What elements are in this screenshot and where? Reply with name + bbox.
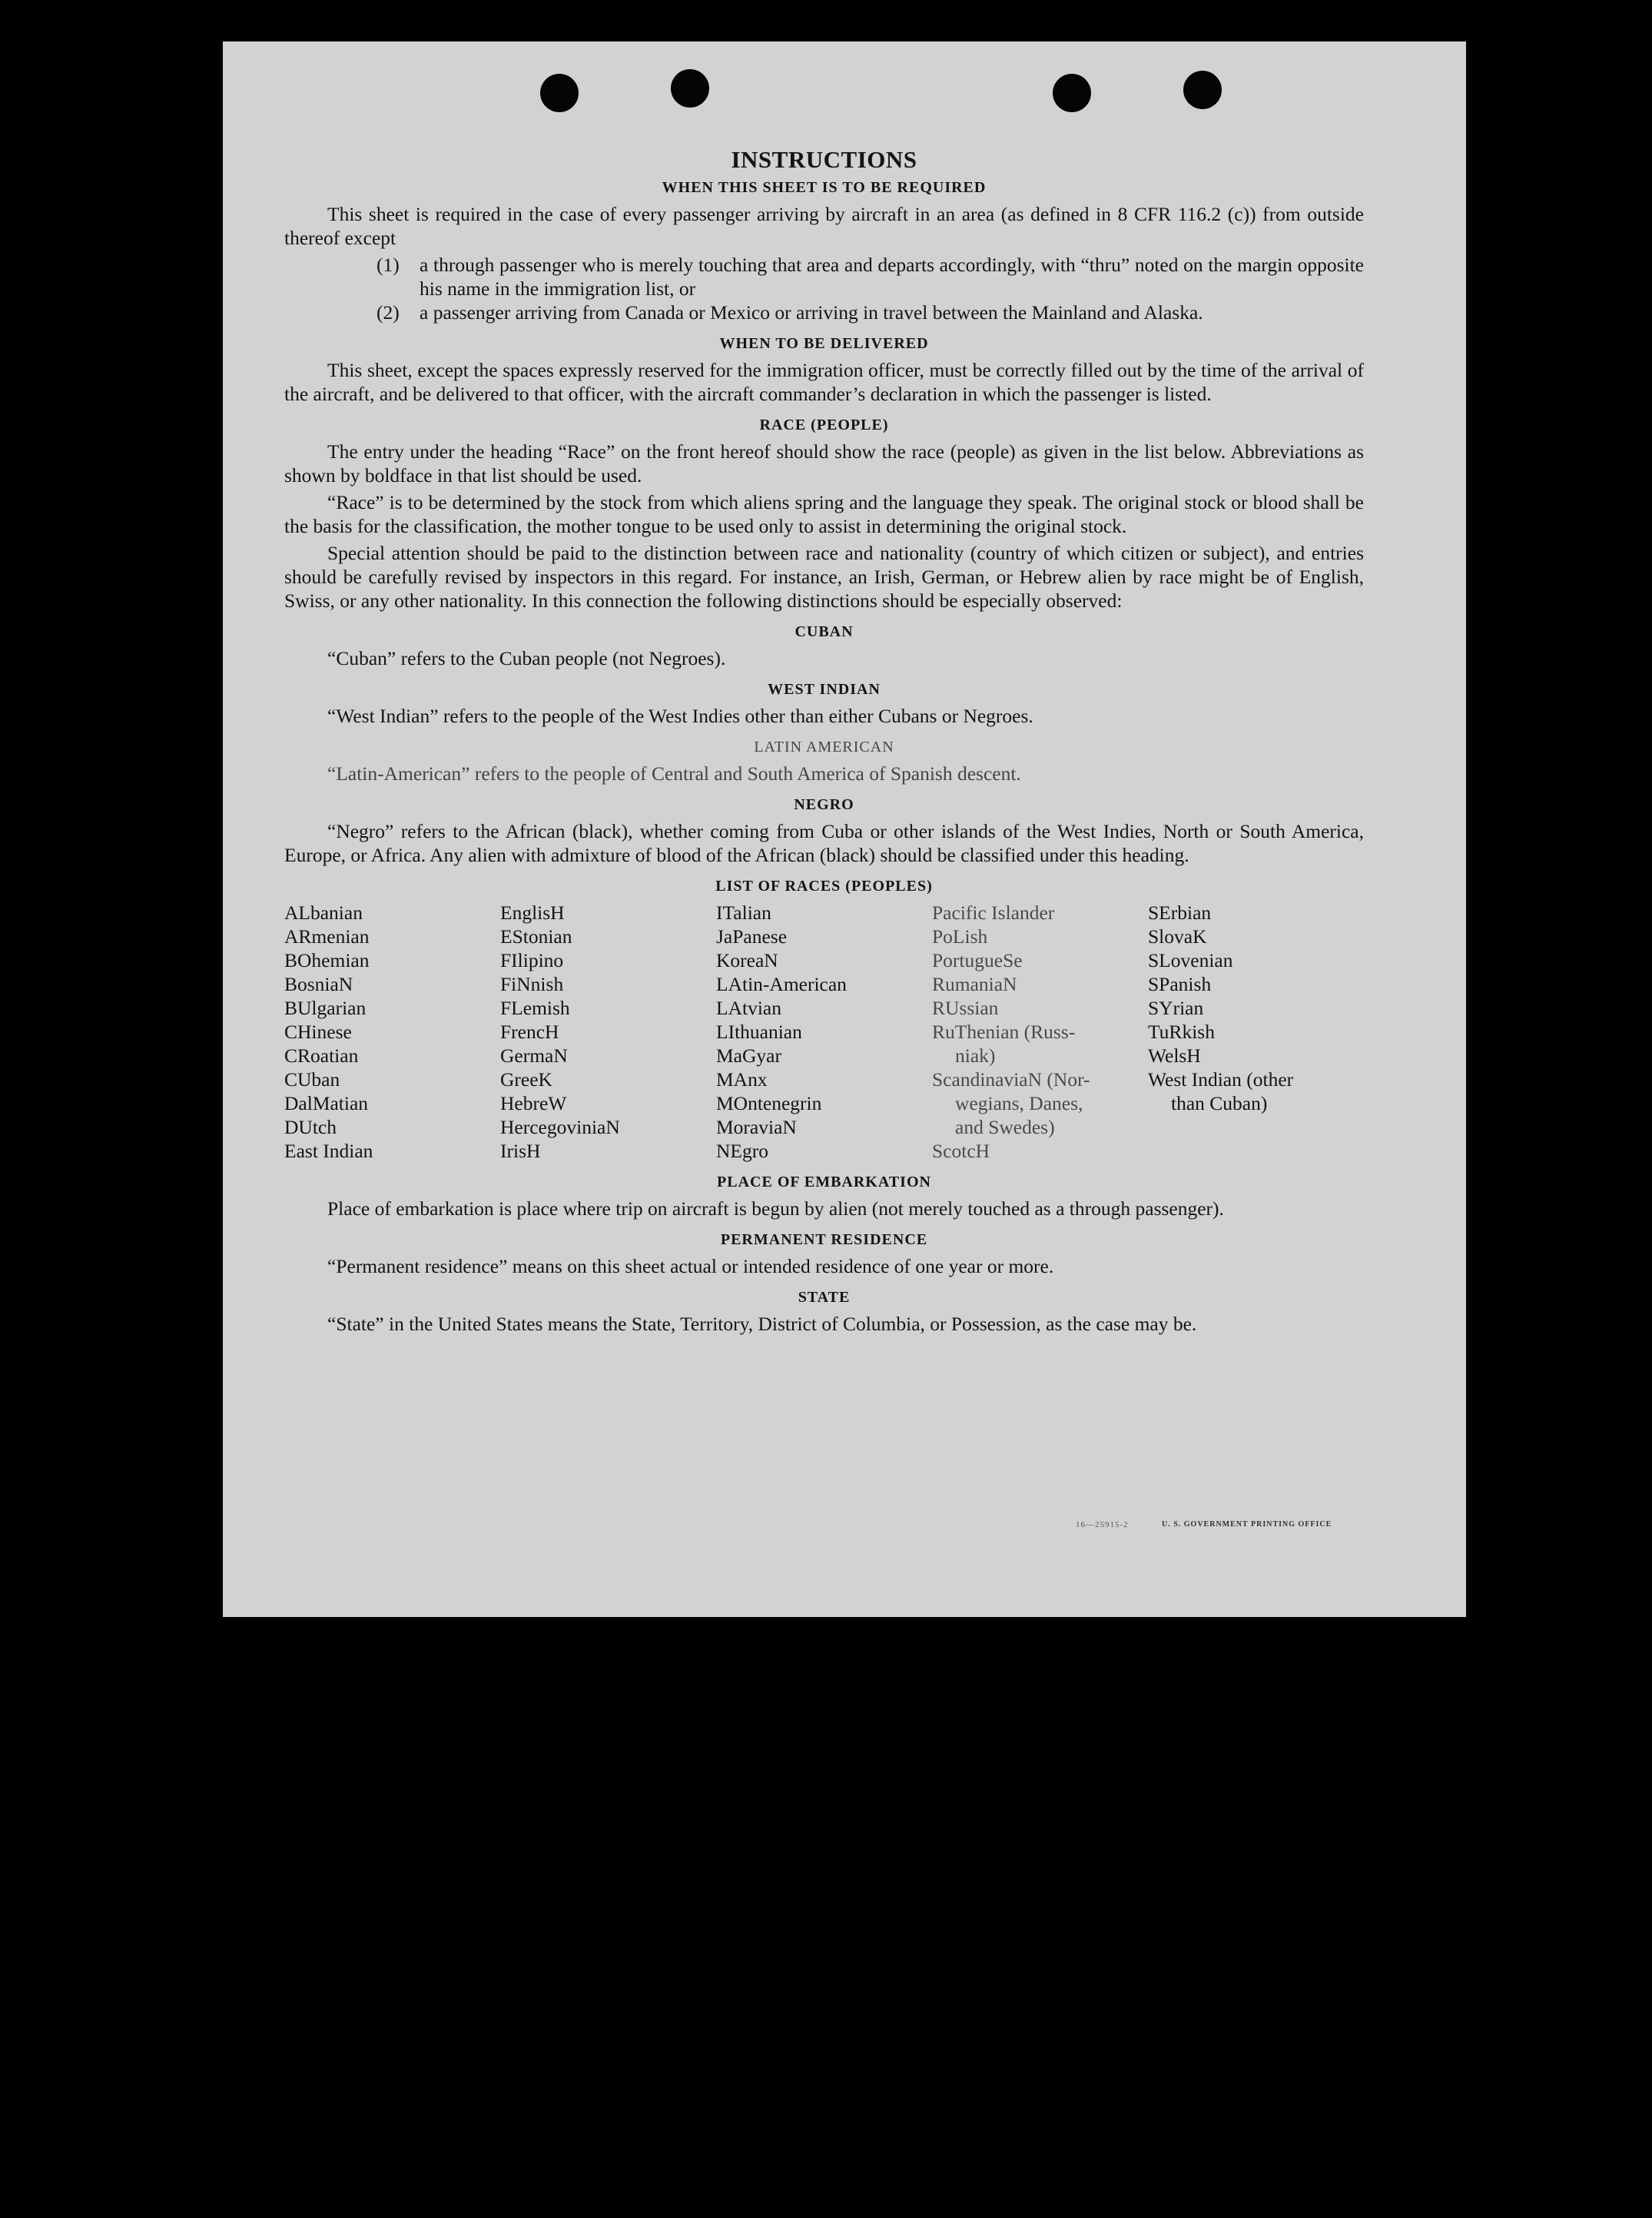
section-heading: WHEN TO BE DELIVERED: [719, 335, 929, 352]
form-code: 16—25915-2: [1076, 1520, 1129, 1529]
section-heading: CUBAN: [794, 623, 854, 640]
section-race: [284, 415, 1364, 613]
paragraph: “Cuban” refers to the Cuban people (not Negroes).: [327, 647, 726, 669]
race-entry: RUssian: [932, 997, 999, 1019]
races-column: [284, 901, 500, 1163]
paragraph: “Latin-American” refers to the people of Central and South America of Spanish descent.: [327, 762, 1021, 785]
races-column: [1148, 901, 1364, 1163]
races-column: [716, 901, 932, 1163]
race-entry: MoraviaN: [716, 1116, 797, 1138]
race-entry: RuThenian (Russ-: [932, 1021, 1076, 1043]
section-list-of-races: [284, 876, 1364, 1163]
punch-hole: [1053, 74, 1091, 112]
race-entry: SErbian: [1148, 901, 1212, 924]
race-entry: GermaN: [500, 1044, 568, 1067]
list-item: [377, 253, 1364, 300]
race-entry: PoLish: [932, 925, 988, 948]
race-entry: ScandinaviaN (Nor-: [932, 1068, 1090, 1091]
paragraph: “West Indian” refers to the people of the West Indies other than either Cubans or Negroes.: [327, 705, 1033, 727]
race-entry: SYrian: [1148, 997, 1204, 1019]
paragraph: Special attention should be paid to the distinction between race and nationality (country of which citizen or subject), and entries should be carefully revised by inspectors in this regard. For instance, an Irish, German, or Hebrew alien by race might be of English, Swiss, or any other nationality. In this connection the following distinctions should be especially observed:: [284, 542, 1364, 612]
item-number: (2): [377, 301, 400, 324]
race-entry: DalMatian: [284, 1092, 369, 1114]
section-when-delivered: [284, 334, 1364, 406]
race-entry: East Indian: [284, 1140, 373, 1162]
paragraph: “Negro” refers to the African (black), whether coming from Cuba or other islands of the West Indies, North or South America, Europe, or Africa. Any alien with admixture of blood of the African (black) should be classified under this heading.: [284, 820, 1364, 866]
race-entry: ScotcH: [932, 1140, 990, 1162]
race-entry: FLemish: [500, 997, 570, 1019]
section-heading: RACE (PEOPLE): [759, 417, 889, 433]
race-entry: ITalian: [716, 901, 771, 924]
section-heading: WEST INDIAN: [768, 681, 881, 698]
race-entry: FIlipino: [500, 949, 564, 971]
race-entry: NEgro: [716, 1140, 768, 1162]
paragraph: This sheet is required in the case of every passenger arriving by aircraft in an area (as defined in 8 CFR 116.2 (c)) from outside thereof except: [284, 203, 1364, 249]
section-heading: PERMANENT RESIDENCE: [720, 1231, 928, 1248]
race-entry: EnglisH: [500, 901, 565, 924]
race-entry: LAtvian: [716, 997, 781, 1019]
race-entry: LIthuanian: [716, 1021, 802, 1043]
section-west-indian: [284, 679, 1364, 728]
race-entry: JaPanese: [716, 925, 788, 948]
race-entry: LAtin-American: [716, 973, 847, 995]
race-entry: BOhemian: [284, 949, 370, 971]
punch-hole: [1183, 71, 1222, 109]
punch-hole: [671, 69, 709, 108]
section-heading: LATIN AMERICAN: [754, 739, 894, 755]
punch-hole: [540, 74, 579, 112]
race-entry: MaGyar: [716, 1044, 781, 1067]
document-page: [223, 42, 1466, 1617]
race-entry: SLovenian: [1148, 949, 1233, 971]
race-entry: CRoatian: [284, 1044, 359, 1067]
race-entry: ALbanian: [284, 901, 363, 924]
race-entry: West Indian (other: [1148, 1068, 1294, 1091]
item-text: a passenger arriving from Canada or Mexico or arriving in travel between the Mainland and Alaska.: [420, 301, 1203, 324]
race-entry: WelsH: [1148, 1044, 1201, 1067]
printer-imprint: U. S. GOVERNMENT PRINTING OFFICE: [1162, 1520, 1332, 1529]
race-entry: TuRkish: [1148, 1021, 1215, 1043]
section-heading: LIST OF RACES (PEOPLES): [715, 878, 933, 895]
race-entry: niak): [955, 1044, 996, 1067]
race-entry: MOntenegrin: [716, 1092, 822, 1114]
races-table: [284, 901, 1364, 1163]
race-entry: HebreW: [500, 1092, 567, 1114]
race-entry: CUban: [284, 1068, 340, 1091]
race-entry: RumaniaN: [932, 973, 1017, 995]
race-entry: DUtch: [284, 1116, 337, 1138]
race-entry: SPanish: [1148, 973, 1212, 995]
section-residence: [284, 1230, 1364, 1278]
race-entry: GreeK: [500, 1068, 552, 1091]
race-entry: ARmenian: [284, 925, 370, 948]
race-entry: EStonian: [500, 925, 572, 948]
item-text: a through passenger who is merely touching that area and departs accordingly, with “thru” noted on the margin opposite his name in the immigration list, or: [420, 254, 1364, 300]
paragraph: Place of embarkation is place where trip on aircraft is begun by alien (not merely touched as a through passenger).: [327, 1197, 1224, 1220]
race-entry: KoreaN: [716, 949, 778, 971]
race-entry: CHinese: [284, 1021, 352, 1043]
race-entry: FiNnish: [500, 973, 564, 995]
paragraph: “Race” is to be determined by the stock from which aliens spring and the language they speak. The original stock or blood shall be the basis for the classification, the mother tongue to be used only to assist in determining the original stock.: [284, 491, 1364, 537]
paragraph: “State” in the United States means the State, Territory, District of Columbia, or Possession, as the case may be.: [327, 1313, 1197, 1335]
section-cuban: [284, 622, 1364, 670]
race-entry: BUlgarian: [284, 997, 367, 1019]
races-column: [932, 901, 1148, 1163]
section-heading: STATE: [798, 1289, 851, 1306]
section-heading: NEGRO: [794, 796, 854, 813]
race-entry: HercegoviniaN: [500, 1116, 620, 1138]
race-entry: Pacific Islander: [932, 901, 1055, 924]
races-column: [500, 901, 716, 1163]
race-entry: BosniaN: [284, 973, 353, 995]
race-entry: FrencH: [500, 1021, 559, 1043]
race-entry: SlovaK: [1148, 925, 1207, 948]
section-heading: WHEN THIS SHEET IS TO BE REQUIRED: [662, 179, 987, 196]
race-entry: MAnx: [716, 1068, 768, 1091]
section-state: [284, 1287, 1364, 1336]
section-embarkation: [284, 1172, 1364, 1220]
race-entry: wegians, Danes,: [955, 1092, 1083, 1114]
item-number: (1): [377, 254, 400, 276]
instructions-content: [284, 148, 1364, 1345]
paragraph: This sheet, except the spaces expressly reserved for the immigration officer, must be correctly filled out by the time of the arrival of the aircraft, and be delivered to that officer, with the aircraft commander’s declaration in which the passenger is listed.: [284, 359, 1364, 405]
list-item: [377, 300, 1364, 324]
race-entry: IrisH: [500, 1140, 541, 1162]
race-entry: PortugueSe: [932, 949, 1023, 971]
section-heading: PLACE OF EMBARKATION: [717, 1174, 931, 1190]
section-latin-american: [284, 737, 1364, 785]
section-negro: [284, 795, 1364, 867]
section-when-required: [284, 178, 1364, 324]
page-title: INSTRUCTIONS: [731, 146, 917, 173]
race-entry: and Swedes): [955, 1116, 1055, 1138]
paragraph: “Permanent residence” means on this sheet actual or intended residence of one year or more.: [327, 1255, 1054, 1277]
race-entry: than Cuban): [1171, 1092, 1268, 1114]
paragraph: The entry under the heading “Race” on the front hereof should show the race (people) as given in the list below. Abbreviations as shown by boldface in that list should be used.: [284, 440, 1364, 486]
